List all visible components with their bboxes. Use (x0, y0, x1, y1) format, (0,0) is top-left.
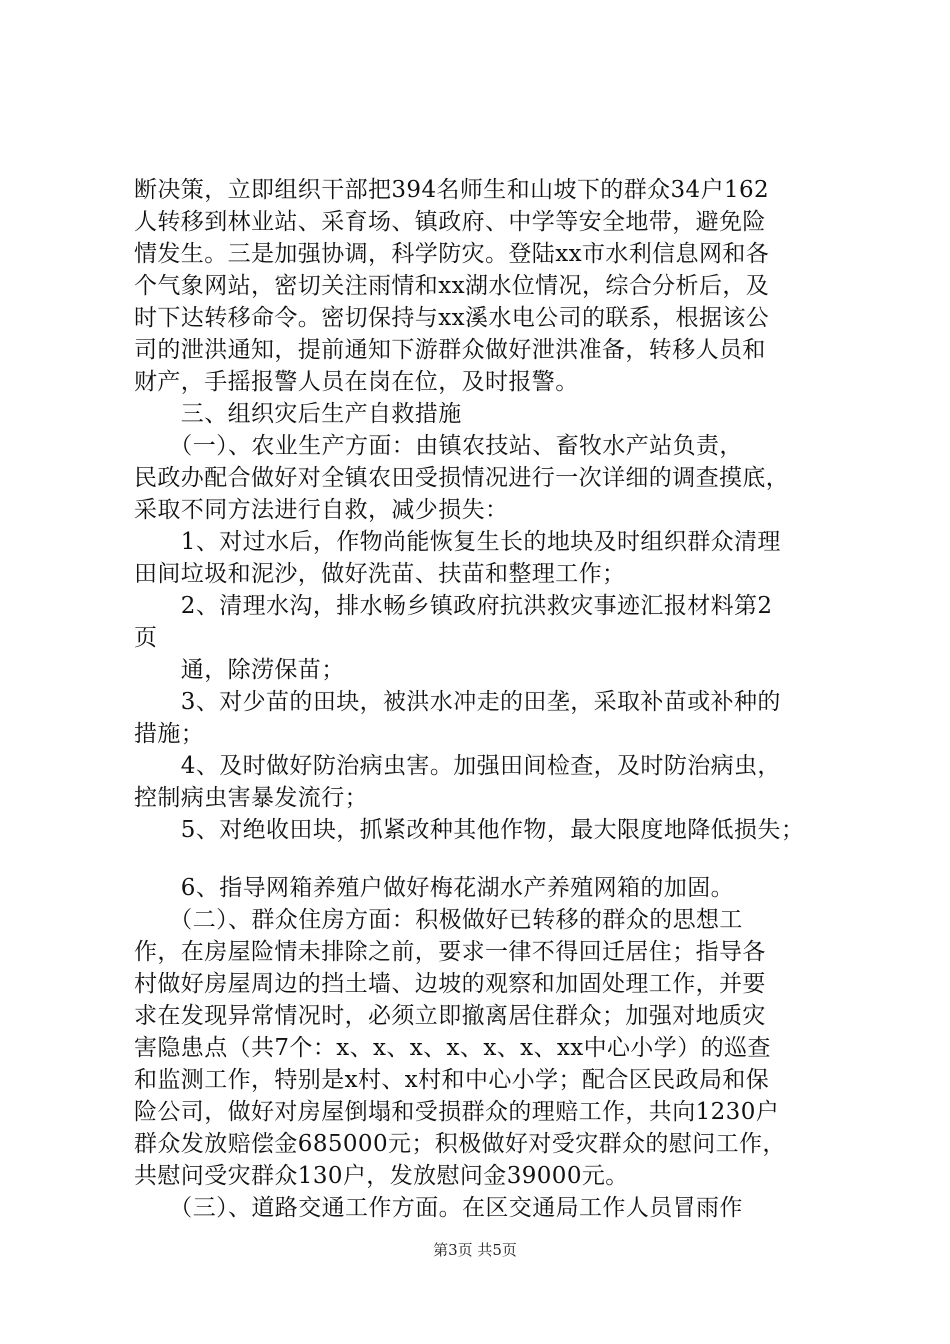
text-line: 5、对绝收田块，抓紧改种其他作物，最大限度地降低损失； (134, 817, 805, 843)
text-line: 共慰问受灾群众130户，发放慰问金39000元。 (134, 1163, 629, 1189)
text-line: 情发生。三是加强协调，科学防灾。登陆xx市水利信息网和各 (134, 241, 770, 267)
text-line: 6、指导网箱养殖户做好梅花湖水产养殖网箱的加固。 (134, 875, 735, 901)
text-line: 群众发放赔偿金685000元；积极做好对受灾群众的慰问工作， (134, 1131, 786, 1157)
text-line: 控制病虫害暴发流行； (134, 785, 368, 811)
text-line: 2、清理水沟，排水畅乡镇政府抗洪救灾事迹汇报材料第2 (134, 593, 773, 619)
text-line: （二）、群众住房方面：积极做好已转移的群众的思想工 (134, 907, 743, 933)
text-line: 害隐患点（共7个：x、x、x、x、x、x、xx中心小学）的巡查 (134, 1035, 771, 1061)
text-line: 人转移到林业站、采育场、镇政府、中学等安全地带，避免险 (134, 209, 766, 235)
text-line: 采取不同方法进行自救，减少损失： (134, 497, 509, 523)
text-line: 4、及时做好防治病虫害。加强田间检查，及时防治病虫， (134, 753, 781, 779)
text-line: （一）、农业生产方面：由镇农技站、畜牧水产站负责， (134, 433, 743, 459)
text-line: 措施； (134, 721, 205, 747)
text-line: 3、对少苗的田块，被洪水冲走的田垄，采取补苗或补种的 (134, 689, 781, 715)
paragraph-gap (134, 846, 854, 872)
text-line: 通，除涝保苗； (134, 657, 345, 683)
text-line: 断决策，立即组织干部把394名师生和山坡下的群众34户162 (134, 177, 770, 203)
page-footer: 第3页 共5页 (433, 1241, 517, 1259)
text-line: 民政办配合做好对全镇农田受损情况进行一次详细的调查摸底， (134, 465, 790, 491)
text-line: 时下达转移命令。密切保持与xx溪水电公司的联系，根据该公 (134, 305, 770, 331)
text-line: 险公司，做好对房屋倒塌和受损群众的理赔工作，共向1230户 (134, 1099, 780, 1125)
text-line: 求在发现异常情况时，必须立即撤离居住群众；加强对地质灾 (134, 1003, 766, 1029)
text-line: 和监测工作，特别是x村、x村和中心小学；配合区民政局和保 (134, 1067, 770, 1093)
text-line: 作，在房屋险情未排除之前，要求一律不得回迁居住；指导各 (134, 939, 766, 965)
text-line: （三）、道路交通工作方面。在区交通局工作人员冒雨作 (134, 1195, 743, 1221)
text-line: 村做好房屋周边的挡土墙、边坡的观察和加固处理工作，并要 (134, 971, 766, 997)
document-body (134, 174, 854, 1224)
text-line: 页 (134, 625, 158, 651)
text-line: 司的泄洪通知，提前通知下游群众做好泄洪准备，转移人员和 (134, 337, 766, 363)
text-line: 1、对过水后，作物尚能恢复生长的地块及时组织群众清理 (134, 529, 781, 555)
section-heading: 三、组织灾后生产自救措施 (134, 401, 462, 427)
text-line: 个气象网站，密切关注雨情和xx湖水位情况，综合分析后，及 (134, 273, 770, 299)
text-line: 田间垃圾和泥沙，做好洗苗、扶苗和整理工作； (134, 561, 626, 587)
text-line: 财产，手摇报警人员在岗在位，及时报警。 (134, 369, 579, 395)
